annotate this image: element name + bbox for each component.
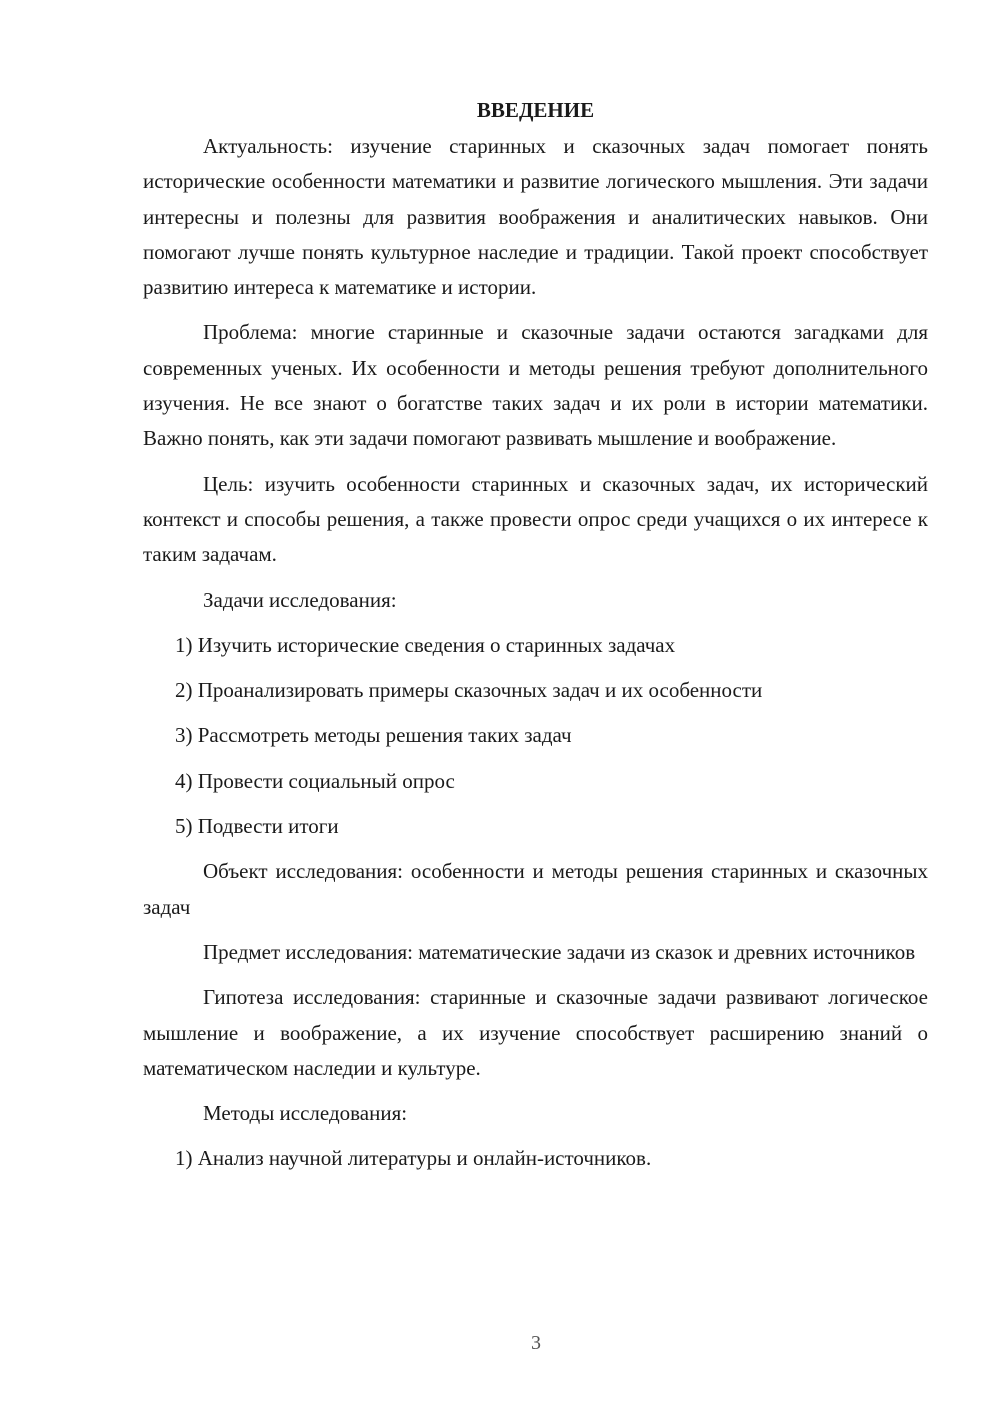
subject-paragraph: Предмет исследования: математические задачи из сказок и древних источников xyxy=(203,939,916,964)
methods-heading: Методы исследования: xyxy=(203,1101,408,1126)
page-number: 3 xyxy=(531,1332,541,1354)
list-item: 1) Анализ научной литературы и онлайн-источников. xyxy=(175,1146,652,1171)
list-item: 1) Изучить исторические сведения о старинных задачах xyxy=(175,632,676,657)
goal-paragraph: Цель: изучить особенности старинных и сказочных задач, их исторический контекст и способы решения, а также провести опрос среди учащихся о их интересе к таким задачам. xyxy=(143,471,928,567)
object-paragraph: Объект исследования: особенности и методы решения старинных и сказочных задач xyxy=(143,859,928,919)
list-item: 3) Рассмотреть методы решения таких задач xyxy=(175,723,572,748)
list-item: 5) Подвести итоги xyxy=(175,814,339,839)
tasks-heading: Задачи исследования: xyxy=(203,587,397,612)
methods-list xyxy=(143,1141,928,1176)
section-title: ВВЕДЕНИЕ xyxy=(476,98,595,122)
tasks-list xyxy=(143,628,928,844)
hypothesis-paragraph: Гипотеза исследования: старинные и сказочные задачи развивают логическое мышление и воображение, а их изучение способствует расширению знаний о математическом наследии и культуре. xyxy=(143,985,928,1080)
problem-paragraph: Проблема: многие старинные и сказочные задачи остаются загадками для современных ученых. Их особенности и методы решения требуют дополнительного изучения. Не все знают о богатстве таких задач и их роли в истории математики. Важно понять, как эти задачи помогают развивать мышление и воображение. xyxy=(143,320,928,451)
relevance-paragraph: Актуальность: изучение старинных и сказочных задач помогает понять исторические особенности математики и развитие логического мышления. Эти задачи интересны и полезны для развития воображения и аналитических навыков. Они помогают лучше понять культурное наследие и традиции. Такой проект способствует развитию интереса к математике и истории. xyxy=(143,134,928,300)
document-page xyxy=(143,95,928,1187)
list-item: 4) Провести социальный опрос xyxy=(175,768,455,793)
list-item: 2) Проанализировать примеры сказочных задач и их особенности xyxy=(175,678,763,703)
